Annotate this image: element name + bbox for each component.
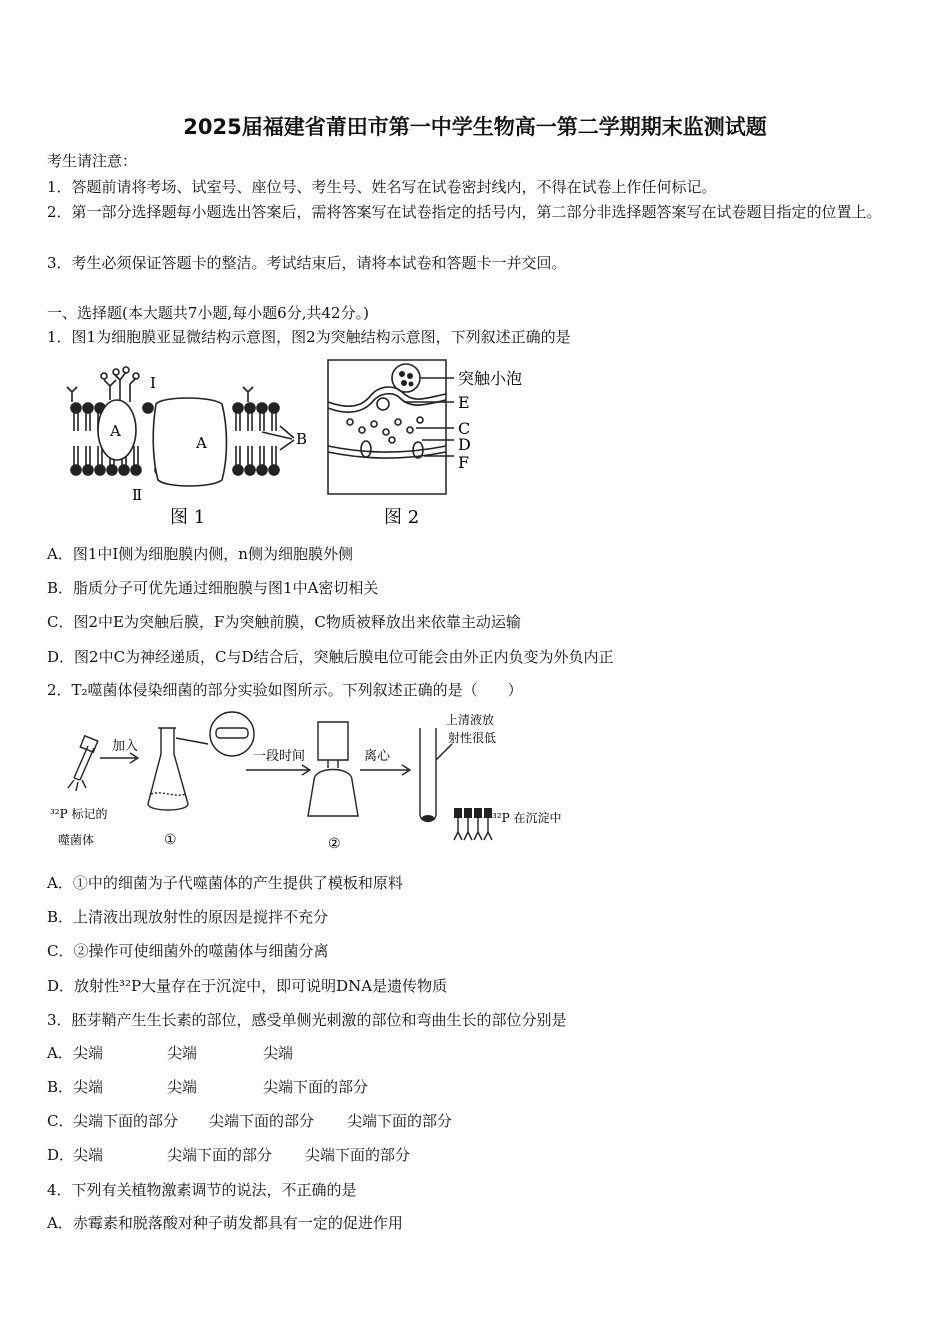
label-side-II: Ⅱ <box>132 486 143 504</box>
q2-option-d: D．放射性³²P大量存在于沉淀中，即可说明DNA是遗传物质 <box>47 977 448 995</box>
q4-stem: 4．下列有关植物激素调节的说法，不正确的是 <box>47 1181 357 1199</box>
q3-option-b <box>47 1077 369 1097</box>
synapse-diagram <box>326 358 523 528</box>
q3-d-col3: 尖端下面的部分 <box>305 1146 411 1164</box>
q3-d-col2: 尖端下面的部分 <box>167 1146 273 1164</box>
q3-c-col3: 尖端下面的部分 <box>347 1112 453 1130</box>
section-heading: 一、选择题(本大题共7小题,每小题6分,共42分。) <box>47 304 369 322</box>
label-pellet: ³²P 在沉淀中 <box>492 811 562 825</box>
label-labeled-phage: ³²P 标记的 <box>50 807 108 821</box>
q3-option-d <box>47 1145 411 1165</box>
page-title: 2025届福建省莆田市第一中学生物高一第二学期期末监测试题 <box>183 115 767 139</box>
q3-a-col1: 尖端 <box>73 1044 104 1062</box>
notice-item-3: 3．考生必须保证答题卡的整洁。考试结束后，请将本试卷和答题卡一并交回。 <box>47 254 567 272</box>
label-supernatant-1: 上清液放 <box>446 713 495 727</box>
q3-a-letter: A． <box>47 1044 73 1062</box>
q2-option-b: B．上清液出现放射性的原因是搅拌不充分 <box>47 908 329 926</box>
q1-option-d: D．图2中C为神经递质，C与D结合后，突触后膜电位可能会由外正内负变为外负内正 <box>47 648 614 666</box>
q1-option-b: B．脂质分子可优先通过细胞膜与图1中A密切相关 <box>47 579 379 597</box>
q3-stem: 3．胚芽鞘产生生长素的部位，感受单侧光刺激的部位和弯曲生长的部位分别是 <box>47 1011 567 1029</box>
label-C: C <box>458 419 471 438</box>
q3-b-col1: 尖端 <box>73 1078 104 1096</box>
q3-b-col2: 尖端 <box>167 1078 198 1096</box>
label-step-2: ② <box>328 836 341 852</box>
q3-b-letter: B． <box>47 1078 74 1096</box>
q3-d-col1: 尖端 <box>73 1146 104 1164</box>
label-bilayer-B: B <box>296 430 308 448</box>
q1-option-a: A．图1中I侧为细胞膜内侧，n侧为细胞膜外侧 <box>47 545 353 563</box>
q3-a-col3: 尖端 <box>263 1044 294 1062</box>
q2-stem: 2．T₂噬菌体侵染细菌的部分实验如图所示。下列叙述正确的是（ ） <box>47 681 523 699</box>
notice-heading: 考生请注意： <box>47 152 138 170</box>
label-protein-A-large: A <box>196 434 207 452</box>
label-phage: 噬菌体 <box>58 833 95 847</box>
q3-c-col2: 尖端下面的部分 <box>209 1112 315 1130</box>
label-step-1: ① <box>164 832 177 848</box>
label-centrifuge: 离心 <box>364 749 391 764</box>
label-add: 加入 <box>112 739 139 754</box>
membrane-diagram <box>62 358 322 528</box>
q3-option-c <box>47 1111 453 1131</box>
phage-experiment-diagram <box>48 708 578 858</box>
fig1-caption: 图 1 <box>170 507 206 528</box>
q2-option-c: C．②操作可使细菌外的噬菌体与细菌分离 <box>47 942 329 960</box>
label-some-time: 一段时间 <box>253 749 306 764</box>
q1-option-c: C．图2中E为突触后膜，F为突触前膜，C物质被释放出来依靠主动运输 <box>47 613 521 631</box>
label-protein-A-small: A <box>110 422 121 440</box>
q4-option-a: A．赤霉素和脱落酸对种子萌发都具有一定的促进作用 <box>47 1214 403 1232</box>
q3-d-letter: D． <box>47 1146 75 1164</box>
lipid-bilayer <box>67 367 294 486</box>
label-synaptic-vesicle: 突触小泡 <box>458 369 523 388</box>
fig2-caption: 图 2 <box>384 507 420 528</box>
label-side-I: I <box>150 374 156 392</box>
label-D: D <box>458 435 471 454</box>
q3-c-letter: C． <box>47 1112 74 1130</box>
label-supernatant-2: 射性很低 <box>448 731 497 745</box>
q3-option-a <box>47 1043 294 1063</box>
notice-item-1: 1．答题前请将考场、试室号、座位号、考生号、姓名写在试卷密封线内，不得在试卷上作任何标记。 <box>47 178 717 196</box>
label-E: E <box>458 393 470 412</box>
q3-a-col2: 尖端 <box>167 1044 198 1062</box>
label-F: F <box>458 453 470 472</box>
q3-b-col3: 尖端下面的部分 <box>263 1078 369 1096</box>
notice-item-2: 2．第一部分选择题每小题选出答案后，需将答案写在试卷指定的括号内，第二部分非选择题答案写在试卷题目指定的位置上。 <box>47 203 882 221</box>
q3-c-col1: 尖端下面的部分 <box>73 1112 179 1130</box>
q2-option-a: A．①中的细菌为子代噬菌体的产生提供了模板和原料 <box>47 874 403 892</box>
q1-stem: 1．图1为细胞膜亚显微结构示意图，图2为突触结构示意图，下列叙述正确的是 <box>47 328 571 346</box>
